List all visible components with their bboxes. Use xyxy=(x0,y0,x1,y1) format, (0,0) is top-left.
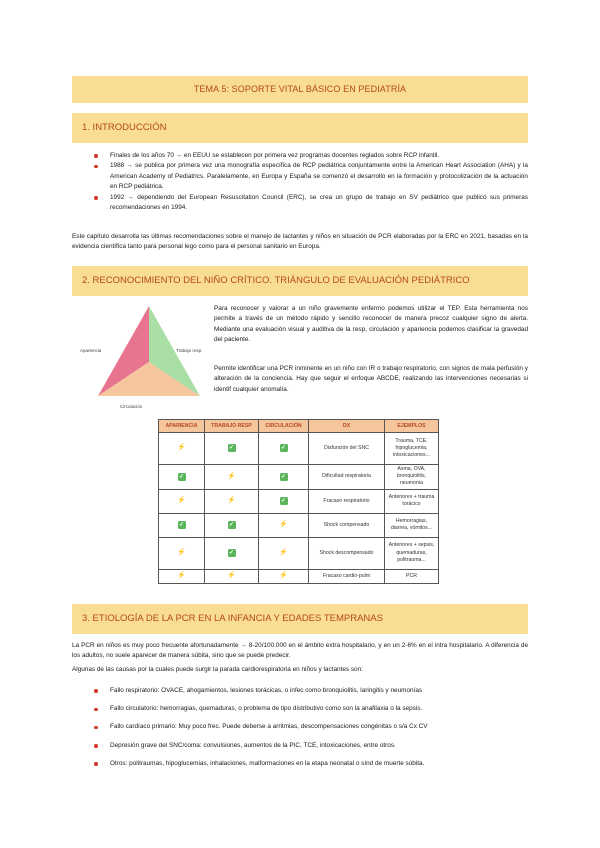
lightning-icon: ⚡ xyxy=(279,521,288,528)
table-row xyxy=(159,433,439,465)
section-3-heading: 3. ETIOLOGÍA DE LA PCR EN LA INFANCIA Y EDADES TEMPRANAS xyxy=(82,613,383,624)
examples-cell: Anteriores + sepsis, quemaduras, politrauma... xyxy=(385,537,439,569)
examples-cell: Anteriores + trauma torácico xyxy=(385,489,439,513)
recognition-paragraph-1: Para reconocer y valorar a un niño gravemente enfermo podemos utilizar el TEP. Esta herramienta nos permite a través de un método rápido y sencillo reconocer de manera precoz cualquier signo de alerta. Mediante una evaluación visual y auditiva de la resp, circulación y apariencia podemos clasificar la gravedad del paciente. xyxy=(214,305,528,344)
section-1-heading-band xyxy=(72,113,528,143)
lightning-icon: ⚡ xyxy=(177,444,186,452)
lightning-icon: ⚡ xyxy=(177,549,186,556)
list-item: Otros: politraumas, hipoglucemias, inhalaciones, malformaciones en la etapa neonatal o sínd de muerte súbita. xyxy=(92,759,528,769)
table-row xyxy=(159,537,439,569)
list-item: Fallo cardíaco primario: Muy poco frec. Puede deberse a arritmias, descompensaciones congénitas o s/a Cx CV xyxy=(92,722,528,732)
list-item: Depresión grave del SNC/coma: convulsiones, aumentos de la PIC, TCE, intoxicaciones, entre otros. xyxy=(92,741,528,751)
status-cell xyxy=(259,465,309,490)
header-circulation: CIRCULACIÓN xyxy=(259,420,309,433)
status-cell xyxy=(259,433,309,465)
table-header-row xyxy=(159,420,439,433)
status-cell xyxy=(159,569,205,583)
status-cell xyxy=(159,537,205,569)
status-cell xyxy=(205,513,259,537)
section-2-heading-band xyxy=(72,266,528,296)
status-cell xyxy=(159,465,205,490)
etiology-paragraph-1: La PCR en niños es muy poco frecuente afortunadamente → 8-20/100.000 en el ámbito extra hospitalario, y en un 2-6% en el intra hospitalario. A diferencia de los adultos, no suele aparecer de manera súbita, sino que se puede predecir. xyxy=(72,642,528,660)
section-2-heading: 2. RECONOCIMIENTO DEL NIÑO CRÍTICO. TRIÁNGULO DE EVALUACIÓN PEDIÁTRICO xyxy=(82,275,470,286)
recognition-paragraph-2: Permite identificar una PCR inminente en un niño con IR o trabajo respiratorio, con signos de mala perfusión y alteración de la conciencia. Hay que seguir el enfoque ABCDE, realizando las intervenciones necesarias si identif cualquier anomalía. xyxy=(214,365,528,393)
check-icon: ✓ xyxy=(280,473,287,480)
status-cell xyxy=(259,569,309,583)
status-cell xyxy=(205,465,259,490)
status-cell xyxy=(159,513,205,537)
dx-cell: Disfunción del SNC xyxy=(309,433,385,465)
list-item: Finales de los años 70 → en EEUU se establecen por primera vez programas docentes reglados sobre RCP infantil. xyxy=(92,151,528,161)
status-cell xyxy=(205,569,259,583)
pediatric-assessment-triangle xyxy=(94,304,204,404)
intro-paragraph: Este capítulo desarrolla las últimas recomendaciones sobre el manejo de lactantes y niños en situación de PCR elaboradas por la ERC en 2021, basadas en la evidencia científica tanto para personal lego como para el personal sanitario en Europa. xyxy=(72,233,528,251)
dx-cell: Fracaso cardio-pulm xyxy=(309,569,385,583)
check-icon: ✓ xyxy=(228,445,235,452)
list-item: 1992 → dependiendo del European Resuscitation Council (ERC), se crea un grupo de trabajo en SV pediátrico que publicó sus primeras recomendaciones en 1994. xyxy=(92,193,528,214)
check-icon: ✓ xyxy=(228,522,235,528)
table-row xyxy=(159,465,439,490)
intro-bullets xyxy=(92,151,528,213)
dx-cell: Shock descompensado xyxy=(309,537,385,569)
section-3-heading-band xyxy=(72,604,528,634)
check-icon: ✓ xyxy=(280,445,287,452)
check-icon: ✓ xyxy=(178,473,185,480)
header-dx: DX xyxy=(309,420,385,433)
list-item: 1988 → se publica por primera vez una monografía específica de RCP pediátrica conjuntamente entre la American Heart Association (AHA) y la American Academy of Pediatrics. Paralelamente, en Europa y España se comenzó el desarrollo en la formación y protocolización de la actuación en RCP pediátrica. xyxy=(92,161,528,192)
check-icon: ✓ xyxy=(280,498,287,504)
lightning-icon: ⚡ xyxy=(177,572,186,579)
examples-cell: PCR xyxy=(385,569,439,583)
header-examples: EJEMPLOS xyxy=(385,420,439,433)
table-row xyxy=(159,569,439,583)
list-item: Fallo respiratorio: OVACE, ahogamientos, lesiones torácicas, o infec como bronquiolitis, laringitis y neumonías xyxy=(92,686,528,696)
section-1-heading: 1. INTRODUCCIÓN xyxy=(82,122,167,133)
status-cell xyxy=(259,537,309,569)
header-appearance: APARIENCIA xyxy=(159,420,205,433)
tep-diagnosis-table xyxy=(158,419,439,584)
lightning-icon: ⚡ xyxy=(177,497,186,504)
status-cell xyxy=(159,489,205,513)
status-cell xyxy=(159,433,205,465)
status-cell xyxy=(205,537,259,569)
triangle-label-breathing: Trabajo resp. xyxy=(176,348,203,353)
lightning-icon: ⚡ xyxy=(279,549,288,556)
page-title-band xyxy=(72,76,528,103)
status-cell xyxy=(205,433,259,465)
check-icon: ✓ xyxy=(228,550,235,556)
examples-cell: Asma, OVA, bronquiolitis, neumonía xyxy=(385,465,439,490)
table-row xyxy=(159,489,439,513)
lightning-icon: ⚡ xyxy=(279,572,288,579)
list-item: Fallo circulatorio: hemorragias, quemaduras, o problema de tipo distributivo como son la anafilaxia o la sepsis. xyxy=(92,704,528,714)
header-breathing: TRABAJO RESP xyxy=(205,420,259,433)
status-cell xyxy=(259,489,309,513)
dx-cell: Fracaso respiratorio xyxy=(309,489,385,513)
check-icon: ✓ xyxy=(178,522,185,528)
examples-cell: Hemorragias, diarrea, vómitos... xyxy=(385,513,439,537)
dx-cell: Dificultad respiratoria xyxy=(309,465,385,490)
dx-cell: Shock compensado xyxy=(309,513,385,537)
table-row xyxy=(159,513,439,537)
etiology-bullets xyxy=(92,686,528,769)
status-cell xyxy=(259,513,309,537)
etiology-paragraph-2: Algunas de las causas por la cuales puede surgir la parada cardiorespiratoria en niños y lactantes son: xyxy=(72,666,363,673)
examples-cell: Trauma, TCE, hipoglucemia, intoxicaciones... xyxy=(385,433,439,465)
lightning-icon: ⚡ xyxy=(227,497,236,504)
triangle-label-appearance: Apariencia xyxy=(80,348,102,353)
status-cell xyxy=(205,489,259,513)
lightning-icon: ⚡ xyxy=(227,572,236,579)
page-title: TEMA 5: SOPORTE VITAL BÁSICO EN PEDIATRÍA xyxy=(193,84,407,94)
lightning-icon: ⚡ xyxy=(227,472,236,480)
triangle-label-circulation: Circulación xyxy=(120,404,143,409)
